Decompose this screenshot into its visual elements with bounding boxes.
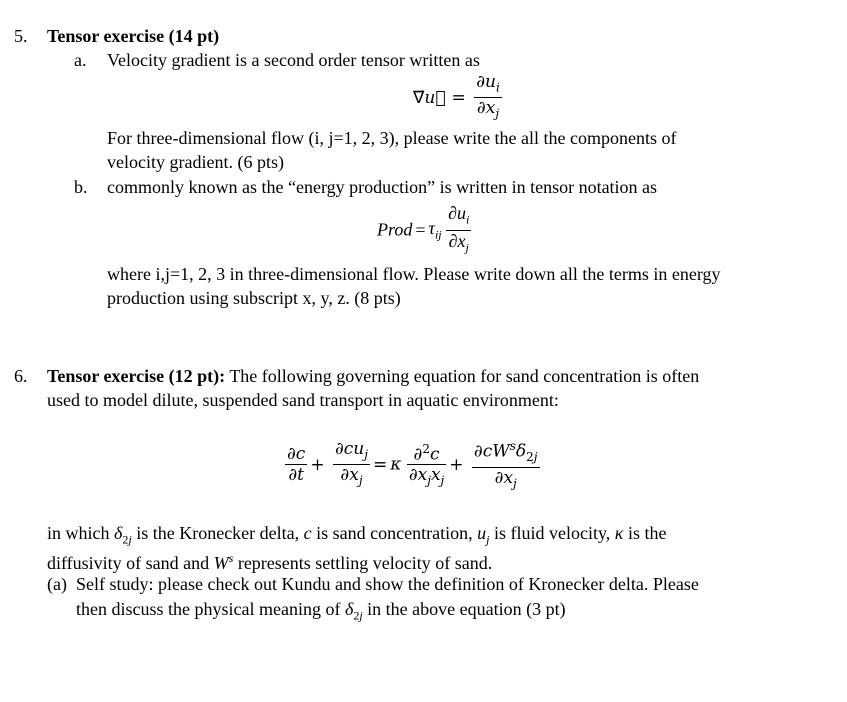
q5-number: 5. — [14, 26, 28, 46]
energy-production-equation: Prod = $\tau_{ij}$ $\frac{\partial u_i}{\partial x_j}$ — [377, 203, 471, 257]
q5a-line1: For three-dimensional flow (i, j=1, 2, 3), please write the all the components of — [107, 128, 677, 148]
q5-title: Tensor exercise (14 pt) — [47, 26, 220, 46]
q6a-marker: (a) — [47, 574, 67, 594]
q5a-intro: Velocity gradient is a second order tensor written as — [107, 50, 480, 70]
q5b-intro: commonly known as the “energy production” is written in tensor notation as — [107, 177, 658, 197]
q5b-line2: production using subscript x, y, z. (8 pts) — [107, 288, 401, 308]
sand-concentration-equation: $\frac{\partial c}{\partial t}$ + $\frac{\partial cu_j}{\partial x_j}$ = κ $\frac{\partial^2c}{\partial x_jx_j}$ + $\frac{\partial cW^s\delta_{2j}}{\partial x_j}$ — [285, 436, 540, 493]
q6-intro-line1: Tensor exercise (12 pt): The following governing equation for sand concentration is often — [47, 366, 700, 386]
q5b-line1: where i,j=1, 2, 3 in three-dimensional flow. Please write down all the terms in energy — [107, 264, 721, 284]
q5a-marker: a. — [74, 50, 87, 70]
q6-number: 6. — [14, 366, 28, 386]
q5b-marker: b. — [74, 177, 88, 197]
q5a-line2: velocity gradient. (6 pts) — [107, 152, 284, 172]
q6-which-line2: diffusivity of sand and $W^s$ represents settling velocity of sand. — [47, 551, 493, 573]
q6a-line2: then discuss the physical meaning of $\delta_{2j}$ in the above equation (3 pt) — [76, 599, 566, 623]
q6-which-line1: in which $\delta_{2j}$ is the Kronecker delta, c is sand concentration, $u_j$ is fluid velocity, κ is the — [47, 523, 667, 547]
q6a-line1: Self study: please check out Kundu and show the definition of Kronecker delta. Please — [76, 574, 699, 594]
velocity-gradient-equation: ∇⃗u⃗ = $\frac{\partial u_i}{\partial x_j}$ — [410, 72, 502, 124]
q6-intro-line2: used to model dilute, suspended sand transport in aquatic environment: — [47, 390, 559, 410]
